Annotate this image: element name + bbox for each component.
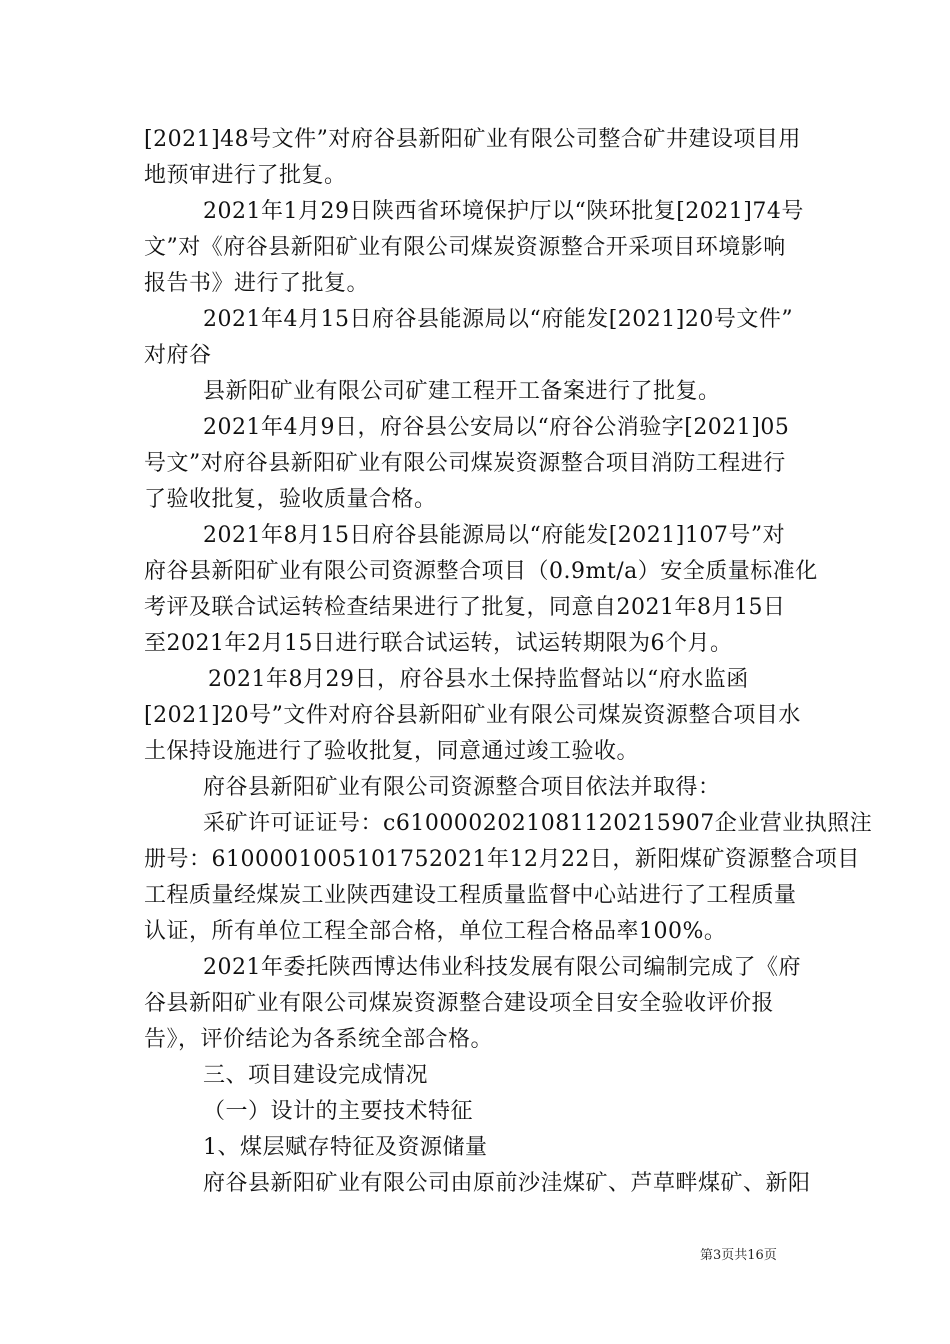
text-line: 对府谷 bbox=[144, 343, 212, 368]
text-line: 考评及联合试运转检查结果进行了批复，同意自2021年8月15日 bbox=[144, 595, 786, 620]
text-line: [2021]48号文件”对府谷县新阳矿业有限公司整合矿井建设项目用 bbox=[144, 127, 801, 152]
text-line: 2021年委托陕西博达伟业科技发展有限公司编制完成了《府 bbox=[203, 955, 801, 980]
text-line: 告》，评价结论为各系统全部合格。 bbox=[144, 1027, 494, 1052]
text-line: 县新阳矿业有限公司矿建工程开工备案进行了批复。 bbox=[203, 379, 721, 404]
text-line: 至2021年2月15日进行联合试运转，试运转期限为6个月。 bbox=[144, 631, 733, 656]
text-line: 号文”对府谷县新阳矿业有限公司煤炭资源整合项目消防工程进行 bbox=[144, 451, 786, 476]
text-line: 报告书》进行了批复。 bbox=[144, 271, 370, 296]
text-line: 府谷县新阳矿业有限公司资源整合项目依法并取得： bbox=[203, 775, 721, 800]
text-line: 地预审进行了批复。 bbox=[144, 163, 347, 188]
text-line: 府谷县新阳矿业有限公司资源整合项目（0.9mt/a）安全质量标准化 bbox=[144, 559, 818, 584]
subsection-heading: （一）设计的主要技术特征 bbox=[203, 1099, 474, 1124]
text-line: 2021年8月15日府谷县能源局以“府能发[2021]107号”对 bbox=[203, 523, 786, 548]
text-line: 文”对《府谷县新阳矿业有限公司煤炭资源整合开采项目环境影响 bbox=[144, 235, 786, 260]
text-line: 2021年1月29日陕西省环境保护厅以“陕环批复[2021]74号 bbox=[203, 199, 804, 224]
text-line: 采矿许可证证号：c6100002021081120215907企业营业执照注 bbox=[203, 811, 873, 836]
section-heading: 三、项目建设完成情况 bbox=[203, 1063, 429, 1088]
text-line: 2021年4月9日，府谷县公安局以“府谷公消验字[2021]05 bbox=[203, 415, 790, 440]
subsection-heading: 1、煤层赋存特征及资源储量 bbox=[203, 1135, 488, 1160]
text-line: 工程质量经煤炭工业陕西建设工程质量监督中心站进行了工程质量 bbox=[144, 883, 797, 908]
text-line: 2021年8月29日，府谷县水土保持监督站以“府水监函 bbox=[208, 667, 749, 692]
text-line: 认证，所有单位工程全部合格，单位工程合格品率100%。 bbox=[144, 919, 727, 944]
text-line: 土保持设施进行了验收批复，同意通过竣工验收。 bbox=[144, 739, 640, 764]
text-line: 册号：6100001005101752021年12月22日，新阳煤矿资源整合项目 bbox=[144, 847, 860, 872]
text-line: 2021年4月15日府谷县能源局以“府能发[2021]20号文件” bbox=[203, 307, 794, 332]
text-line: [2021]20号”文件对府谷县新阳矿业有限公司煤炭资源整合项目水 bbox=[144, 703, 801, 728]
text-line: 谷县新阳矿业有限公司煤炭资源整合建设项全目安全验收评价报 bbox=[144, 991, 775, 1016]
text-line: 府谷县新阳矿业有限公司由原前沙洼煤矿、芦草畔煤矿、新阳 bbox=[203, 1171, 811, 1196]
text-line: 了验收批复，验收质量合格。 bbox=[144, 487, 437, 512]
page-number: 第3页共16页 bbox=[700, 1248, 777, 1263]
